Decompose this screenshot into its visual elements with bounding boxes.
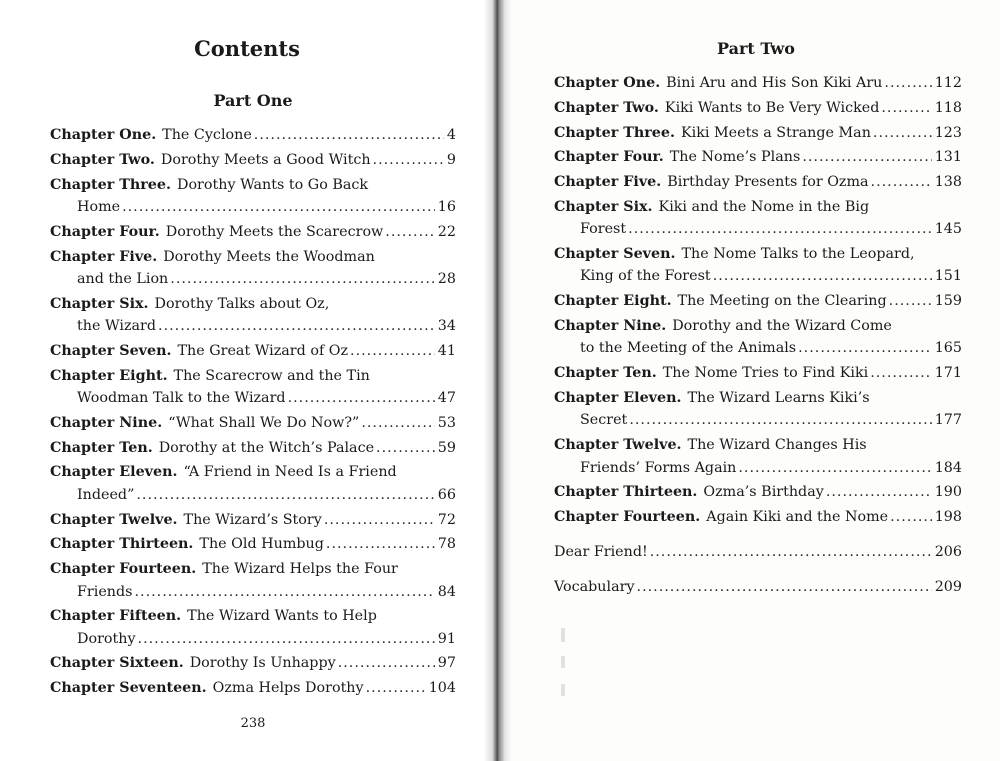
toc-entry <box>50 340 456 362</box>
page-ref: 171 <box>934 365 962 382</box>
chapter-title: Dorothy at the Witch’s Palace <box>158 439 375 456</box>
dot-leader <box>873 122 932 144</box>
chapter-title: Dorothy Meets the Woodman <box>163 248 375 265</box>
bleed-through-mark <box>561 656 565 668</box>
chapter-title: to the Meeting of the Animals <box>580 340 797 357</box>
chapter-label: Chapter Two. <box>50 151 155 168</box>
page-ref: 123 <box>934 124 962 141</box>
chapter-title: The Wizard Helps the Four <box>202 561 398 578</box>
section-spacer <box>554 566 962 576</box>
page-ref: 47 <box>437 390 456 407</box>
toc-entry <box>554 576 962 598</box>
chapter-title: Dorothy Meets the Scarecrow <box>165 223 384 240</box>
toc-entry <box>554 387 962 432</box>
chapter-title: Dorothy Is Unhappy <box>189 655 336 672</box>
page-ref: 9 <box>446 151 456 168</box>
chapter-label: Chapter Seven. <box>554 246 676 263</box>
toc-line <box>50 484 456 506</box>
page-ref: 97 <box>437 655 456 672</box>
toc-part-one <box>50 124 456 702</box>
toc-entry <box>554 290 962 312</box>
dot-leader <box>338 652 435 674</box>
page-ref: 118 <box>934 99 962 116</box>
toc-line <box>50 652 456 674</box>
chapter-label: Chapter Nine. <box>50 414 163 431</box>
page-ref: 91 <box>437 630 456 647</box>
page-ref: 72 <box>437 511 456 528</box>
toc-line <box>50 268 456 290</box>
toc-entry <box>554 506 962 528</box>
chapter-label: Chapter Fifteen. <box>50 608 182 625</box>
dot-leader <box>650 541 932 563</box>
chapter-title: Dorothy and the Wizard Come <box>672 318 892 335</box>
dot-leader <box>889 290 932 312</box>
chapter-title: Indeed” <box>77 486 135 503</box>
chapter-label: Chapter Six. <box>50 295 149 312</box>
chapter-title: The Cyclone <box>162 127 252 143</box>
chapter-title: Home <box>77 198 121 215</box>
toc-line <box>50 246 456 268</box>
toc-line <box>50 581 456 603</box>
dot-leader <box>366 677 426 699</box>
toc-line <box>554 72 962 94</box>
toc-line <box>554 481 962 503</box>
dot-leader <box>385 221 435 243</box>
chapter-title: Friends <box>77 583 133 600</box>
dot-leader <box>350 340 435 362</box>
dot-leader <box>629 409 931 431</box>
part-one-heading: Part One <box>213 91 293 110</box>
toc-line <box>554 97 962 119</box>
toc-entry <box>50 437 456 459</box>
toc-line <box>50 365 456 387</box>
chapter-label: Chapter Sixteen. <box>50 655 184 672</box>
chapter-label: Chapter Fourteen. <box>50 561 197 578</box>
toc-entry <box>554 541 962 563</box>
toc-entry <box>554 122 962 144</box>
chapter-label: Chapter Five. <box>554 174 662 191</box>
chapter-title: Bini Aru and His Son Kiki Aru <box>666 75 883 91</box>
chapter-label: Chapter Four. <box>554 149 664 166</box>
dot-leader <box>890 506 932 528</box>
toc-line <box>554 576 962 598</box>
dot-leader <box>870 362 931 384</box>
toc-line <box>50 461 456 483</box>
dot-leader <box>254 124 444 146</box>
chapter-label: Chapter Eleven. <box>50 464 178 481</box>
chapter-title: Ozma Helps Dorothy <box>212 680 364 697</box>
toc-entry <box>50 677 456 699</box>
page-ref: 78 <box>437 536 456 553</box>
toc-line <box>50 605 456 627</box>
chapter-title: The Old Humbug <box>199 536 324 553</box>
toc-entry <box>50 412 456 434</box>
toc-entry <box>554 97 962 119</box>
chapter-title: The Scarecrow and the Tin <box>173 367 370 384</box>
toc-line <box>554 434 962 456</box>
chapter-title: Dorothy <box>77 630 136 647</box>
chapter-label: Chapter Eleven. <box>554 389 682 406</box>
chapter-title: Birthday Presents for Ozma <box>667 174 869 191</box>
chapter-title: Again Kiki and the Nome <box>706 509 889 526</box>
toc-line <box>554 290 962 312</box>
toc-line <box>50 628 456 650</box>
dot-leader <box>826 481 932 503</box>
chapter-title: Dorothy Talks about Oz, <box>154 295 330 312</box>
toc-part-two <box>554 72 962 600</box>
chapter-title: Woodman Talk to the Wizard <box>77 390 286 407</box>
dot-leader <box>158 315 435 337</box>
dot-leader <box>798 337 932 359</box>
contents-title: Contents <box>194 36 300 61</box>
chapter-title: Kiki Wants to Be Very Wicked <box>664 99 880 116</box>
page-ref: 131 <box>934 149 962 166</box>
toc-line <box>50 412 456 434</box>
toc-line <box>50 677 456 699</box>
chapter-label: Chapter Three. <box>554 124 675 141</box>
page-ref: 145 <box>934 221 962 238</box>
page-ref: 28 <box>437 270 456 287</box>
chapter-title: The Nome’s Plans <box>669 149 801 166</box>
toc-line <box>50 558 456 580</box>
toc-entry <box>50 221 456 243</box>
page-ref: 16 <box>437 198 456 215</box>
page-ref: 84 <box>437 583 456 600</box>
toc-line <box>554 387 962 409</box>
toc-line <box>554 409 962 431</box>
dot-leader <box>802 146 931 168</box>
page-ref: 66 <box>437 486 456 503</box>
page-ref: 104 <box>428 680 456 697</box>
dot-leader <box>361 412 434 434</box>
page-number: 238 <box>240 716 266 731</box>
toc-entry <box>50 124 456 146</box>
page-ref: 34 <box>437 318 456 335</box>
dot-leader <box>881 97 931 119</box>
toc-entry <box>50 149 456 171</box>
chapter-label: Chapter Twelve. <box>50 511 178 528</box>
toc-entry <box>554 146 962 168</box>
dot-leader <box>288 387 435 409</box>
page-ref: 53 <box>437 414 456 431</box>
chapter-title: Ozma’s Birthday <box>703 484 824 501</box>
right-page <box>500 0 1000 761</box>
toc-line <box>50 149 456 171</box>
dot-leader <box>637 576 932 598</box>
page-ref: 41 <box>437 342 456 359</box>
bleed-through-mark <box>561 628 565 642</box>
chapter-title: “A Friend in Need Is a Friend <box>183 464 397 481</box>
chapter-label: Chapter Two. <box>554 99 659 116</box>
toc-line <box>50 533 456 555</box>
chapter-label: Chapter Eight. <box>554 293 672 310</box>
chapter-label: Chapter Fourteen. <box>554 509 701 526</box>
chapter-label: Chapter Three. <box>50 176 171 193</box>
extra-title: Dear Friend! <box>554 543 648 560</box>
chapter-label: Chapter Five. <box>50 248 158 265</box>
chapter-label: Chapter Ten. <box>50 439 153 456</box>
dot-leader <box>122 196 435 218</box>
chapter-label: Chapter Thirteen. <box>554 484 698 501</box>
page-ref: 184 <box>934 459 962 476</box>
dot-leader <box>713 265 932 287</box>
dot-leader <box>884 72 931 94</box>
chapter-title: The Wizard’s Story <box>183 511 322 528</box>
page-ref: 190 <box>934 484 962 501</box>
page-ref: 59 <box>437 439 456 456</box>
chapter-label: Chapter One. <box>554 75 661 91</box>
chapter-label: Chapter Ten. <box>554 365 657 382</box>
chapter-title: “What Shall We Do Now?” <box>168 414 360 431</box>
toc-line <box>554 541 962 563</box>
page-ref: 209 <box>934 578 962 595</box>
chapter-title: and the Lion <box>77 270 169 287</box>
toc-line <box>554 265 962 287</box>
toc-line <box>554 243 962 265</box>
chapter-title: the Wizard <box>77 318 157 335</box>
toc-entry <box>554 171 962 193</box>
chapter-title: The Meeting on the Clearing <box>677 293 887 310</box>
chapter-label: Chapter Twelve. <box>554 437 682 454</box>
toc-line <box>554 506 962 528</box>
toc-line <box>554 171 962 193</box>
toc-line <box>50 437 456 459</box>
toc-entry <box>554 434 962 479</box>
toc-line <box>50 124 456 146</box>
chapter-title: King of the Forest <box>580 268 711 285</box>
chapter-title: Friends’ Forms Again <box>580 459 737 476</box>
chapter-title: Dorothy Wants to Go Back <box>176 176 369 193</box>
toc-line <box>554 146 962 168</box>
toc-entry <box>50 461 456 506</box>
section-spacer <box>554 531 962 541</box>
toc-entry <box>554 315 962 360</box>
dot-leader <box>373 149 444 171</box>
dot-leader <box>326 533 435 555</box>
toc-line <box>50 387 456 409</box>
dot-leader <box>324 509 435 531</box>
chapter-label: Chapter Six. <box>554 198 653 215</box>
toc-entry <box>50 509 456 531</box>
chapter-title: The Wizard Wants to Help <box>187 608 377 625</box>
toc-entry <box>50 533 456 555</box>
chapter-label: Chapter Four. <box>50 223 160 240</box>
toc-entry <box>50 293 456 338</box>
part-two-heading: Part Two <box>717 39 795 58</box>
page-ref: 138 <box>934 174 962 191</box>
toc-entry <box>554 481 962 503</box>
dot-leader <box>138 628 435 650</box>
toc-entry <box>50 174 456 219</box>
toc-line <box>554 457 962 479</box>
toc-line <box>554 315 962 337</box>
chapter-label: Chapter Seventeen. <box>50 680 207 697</box>
page-ref: 206 <box>934 543 962 560</box>
chapter-label: Chapter Thirteen. <box>50 536 194 553</box>
dot-leader <box>170 268 435 290</box>
toc-line <box>554 337 962 359</box>
page-ref: 165 <box>934 340 962 357</box>
chapter-title: Dorothy Meets a Good Witch <box>160 151 371 168</box>
page-ref: 198 <box>934 509 962 526</box>
page-ref: 159 <box>934 293 962 310</box>
extra-title: Vocabulary <box>554 578 635 595</box>
chapter-title: Secret <box>580 412 628 429</box>
chapter-title: Kiki Meets a Strange Man <box>680 124 871 141</box>
toc-entry <box>554 196 962 241</box>
toc-line <box>50 340 456 362</box>
chapter-title: The Wizard Learns Kiki’s <box>687 389 870 406</box>
page-ref: 4 <box>446 127 456 143</box>
dot-leader <box>136 484 434 506</box>
dot-leader <box>738 457 931 479</box>
chapter-title: The Wizard Changes His <box>687 437 867 454</box>
toc-entry <box>554 362 962 384</box>
chapter-label: Chapter Nine. <box>554 318 667 335</box>
toc-line <box>554 196 962 218</box>
dot-leader <box>871 171 932 193</box>
toc-entry <box>50 246 456 291</box>
chapter-title: Kiki and the Nome in the Big <box>658 198 870 215</box>
chapter-title: The Nome Tries to Find Kiki <box>662 365 869 382</box>
toc-line <box>50 509 456 531</box>
dot-leader <box>628 218 932 240</box>
chapter-label: Chapter Eight. <box>50 367 168 384</box>
toc-entry <box>50 558 456 603</box>
chapter-title: The Great Wizard of Oz <box>177 342 349 359</box>
chapter-label: Chapter One. <box>50 127 157 143</box>
chapter-label: Chapter Seven. <box>50 342 172 359</box>
toc-entry <box>554 243 962 288</box>
toc-entry <box>50 605 456 650</box>
bleed-through-mark <box>561 684 565 696</box>
left-page <box>0 0 494 761</box>
toc-entry <box>50 365 456 410</box>
chapter-title: The Nome Talks to the Leopard, <box>681 246 915 263</box>
page-ref: 22 <box>437 223 456 240</box>
page-ref: 112 <box>934 75 962 91</box>
toc-line <box>50 196 456 218</box>
toc-line <box>50 315 456 337</box>
book-gutter <box>484 0 512 761</box>
toc-line <box>554 362 962 384</box>
toc-line <box>50 221 456 243</box>
dot-leader <box>376 437 435 459</box>
page-ref: 177 <box>934 412 962 429</box>
chapter-title: Forest <box>580 221 627 238</box>
toc-entry <box>554 72 962 94</box>
toc-line <box>554 122 962 144</box>
toc-line <box>50 174 456 196</box>
toc-line <box>50 293 456 315</box>
dot-leader <box>134 581 434 603</box>
page-ref: 151 <box>934 268 962 285</box>
toc-entry <box>50 652 456 674</box>
toc-line <box>554 218 962 240</box>
